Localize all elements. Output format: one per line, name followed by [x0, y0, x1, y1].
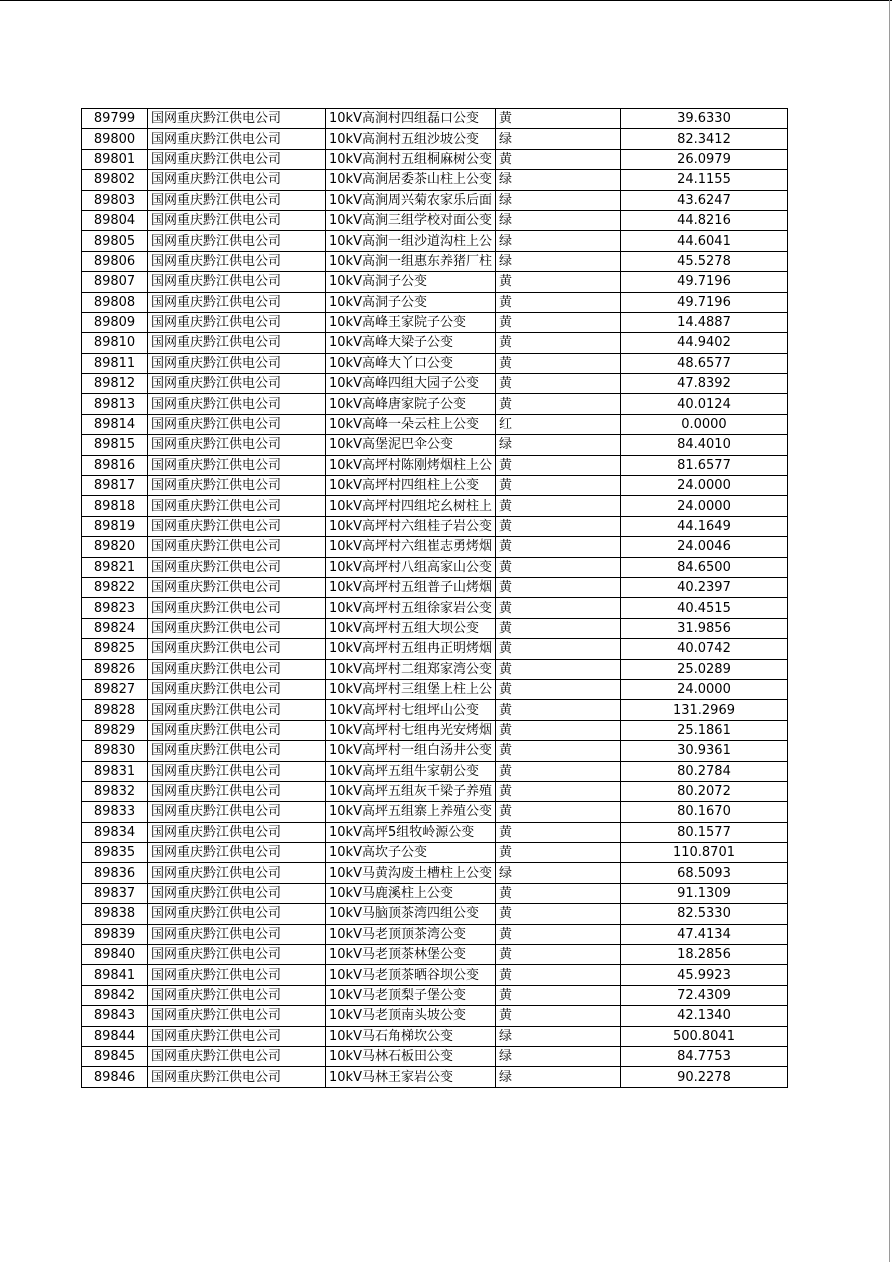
cell-id: 89829	[82, 720, 148, 740]
cell-id: 89813	[82, 394, 148, 414]
table-row	[82, 945, 788, 965]
cell-transformer-name: 10kV马石角梯坎公变	[326, 1026, 496, 1046]
cell-transformer-name: 10kV高峰四组大园子公变	[326, 374, 496, 394]
cell-value: 44.8216	[620, 210, 787, 230]
cell-transformer-name: 10kV高堡泥巴伞公变	[326, 435, 496, 455]
table-row	[82, 394, 788, 414]
cell-status-color: 黄	[495, 843, 620, 863]
cell-company: 国网重庆黔江供电公司	[148, 455, 326, 475]
cell-transformer-name: 10kV高坪村四组柱上公变	[326, 476, 496, 496]
cell-id: 89828	[82, 700, 148, 720]
cell-transformer-name: 10kV高坪村五组徐家岩公变	[326, 598, 496, 618]
cell-status-color: 黄	[495, 904, 620, 924]
data-table	[81, 108, 788, 1088]
cell-value: 500.8041	[620, 1026, 787, 1046]
cell-id: 89818	[82, 496, 148, 516]
cell-value: 25.1861	[620, 720, 787, 740]
cell-transformer-name: 10kV高峰王家院子公变	[326, 312, 496, 332]
cell-value: 30.9361	[620, 741, 787, 761]
cell-company: 国网重庆黔江供电公司	[148, 190, 326, 210]
cell-value: 45.9923	[620, 965, 787, 985]
table-row	[82, 129, 788, 149]
cell-id: 89809	[82, 312, 148, 332]
cell-status-color: 黄	[495, 353, 620, 373]
cell-transformer-name: 10kV马老顶茶林堡公变	[326, 945, 496, 965]
cell-transformer-name: 10kV高坪村五组大坝公变	[326, 618, 496, 638]
cell-status-color: 黄	[495, 741, 620, 761]
cell-company: 国网重庆黔江供电公司	[148, 516, 326, 536]
cell-company: 国网重庆黔江供电公司	[148, 843, 326, 863]
cell-transformer-name: 10kV高涧村五组桐麻树公变	[326, 149, 496, 169]
table-row	[82, 781, 788, 801]
cell-transformer-name: 10kV马黄沟废土槽柱上公变	[326, 863, 496, 883]
cell-value: 84.7753	[620, 1046, 787, 1066]
cell-status-color: 黄	[495, 476, 620, 496]
cell-company: 国网重庆黔江供电公司	[148, 496, 326, 516]
cell-transformer-name: 10kV高坪村五组普子山烤烟	[326, 577, 496, 597]
cell-status-color: 黄	[495, 577, 620, 597]
cell-value: 131.2969	[620, 700, 787, 720]
table-row	[82, 883, 788, 903]
cell-company: 国网重庆黔江供电公司	[148, 394, 326, 414]
cell-id: 89811	[82, 353, 148, 373]
cell-transformer-name: 10kV高峰唐家院子公变	[326, 394, 496, 414]
cell-id: 89802	[82, 170, 148, 190]
cell-company: 国网重庆黔江供电公司	[148, 414, 326, 434]
cell-value: 81.6577	[620, 455, 787, 475]
table-row	[82, 720, 788, 740]
cell-value: 45.5278	[620, 251, 787, 271]
cell-status-color: 黄	[495, 985, 620, 1005]
table-row	[82, 761, 788, 781]
cell-status-color: 黄	[495, 822, 620, 842]
cell-transformer-name: 10kV马老顶梨子堡公变	[326, 985, 496, 1005]
cell-id: 89846	[82, 1067, 148, 1087]
cell-status-color: 绿	[495, 1046, 620, 1066]
cell-id: 89842	[82, 985, 148, 1005]
cell-value: 80.1577	[620, 822, 787, 842]
cell-id: 89843	[82, 1006, 148, 1026]
cell-transformer-name: 10kV高坪村三组堡上柱上公	[326, 679, 496, 699]
cell-id: 89825	[82, 639, 148, 659]
cell-id: 89806	[82, 251, 148, 271]
table-row	[82, 802, 788, 822]
table-row	[82, 863, 788, 883]
cell-id: 89816	[82, 455, 148, 475]
cell-transformer-name: 10kV高涧村四组磊口公变	[326, 109, 496, 129]
cell-value: 24.0000	[620, 476, 787, 496]
cell-company: 国网重庆黔江供电公司	[148, 700, 326, 720]
cell-company: 国网重庆黔江供电公司	[148, 741, 326, 761]
cell-value: 49.7196	[620, 292, 787, 312]
cell-transformer-name: 10kV高坪村八组高家山公变	[326, 557, 496, 577]
table-row	[82, 904, 788, 924]
cell-value: 40.2397	[620, 577, 787, 597]
cell-id: 89826	[82, 659, 148, 679]
table-row	[82, 210, 788, 230]
cell-transformer-name: 10kV高坪村一组白汤井公变	[326, 741, 496, 761]
cell-company: 国网重庆黔江供电公司	[148, 863, 326, 883]
cell-status-color: 黄	[495, 333, 620, 353]
cell-company: 国网重庆黔江供电公司	[148, 170, 326, 190]
table-row	[82, 1026, 788, 1046]
cell-id: 89808	[82, 292, 148, 312]
table-row	[82, 843, 788, 863]
table-row	[82, 577, 788, 597]
cell-company: 国网重庆黔江供电公司	[148, 1067, 326, 1087]
table-row	[82, 924, 788, 944]
cell-value: 47.8392	[620, 374, 787, 394]
cell-value: 80.2784	[620, 761, 787, 781]
table-row	[82, 618, 788, 638]
table-row	[82, 272, 788, 292]
cell-value: 44.6041	[620, 231, 787, 251]
cell-status-color: 黄	[495, 516, 620, 536]
cell-id: 89834	[82, 822, 148, 842]
cell-transformer-name: 10kV高坪村五组冉正明烤烟	[326, 639, 496, 659]
table-row	[82, 965, 788, 985]
cell-transformer-name: 10kV高涧三组学校对面公变	[326, 210, 496, 230]
cell-value: 82.5330	[620, 904, 787, 924]
cell-company: 国网重庆黔江供电公司	[148, 639, 326, 659]
cell-transformer-name: 10kV高坪村四组坨幺树柱上	[326, 496, 496, 516]
cell-transformer-name: 10kV高坪五组寨上养殖公变	[326, 802, 496, 822]
cell-company: 国网重庆黔江供电公司	[148, 761, 326, 781]
cell-transformer-name: 10kV高坪村六组崔志勇烤烟	[326, 537, 496, 557]
cell-company: 国网重庆黔江供电公司	[148, 679, 326, 699]
cell-status-color: 黄	[495, 455, 620, 475]
cell-value: 40.0742	[620, 639, 787, 659]
cell-id: 89807	[82, 272, 148, 292]
cell-id: 89823	[82, 598, 148, 618]
table-row	[82, 170, 788, 190]
cell-id: 89831	[82, 761, 148, 781]
cell-id: 89839	[82, 924, 148, 944]
cell-company: 国网重庆黔江供电公司	[148, 985, 326, 1005]
table-row	[82, 435, 788, 455]
cell-value: 24.1155	[620, 170, 787, 190]
cell-status-color: 黄	[495, 292, 620, 312]
cell-status-color: 黄	[495, 761, 620, 781]
cell-transformer-name: 10kV马脑顶茶湾四组公变	[326, 904, 496, 924]
cell-company: 国网重庆黔江供电公司	[148, 557, 326, 577]
cell-status-color: 绿	[495, 210, 620, 230]
cell-status-color: 黄	[495, 394, 620, 414]
cell-transformer-name: 10kV马老顶顶茶湾公变	[326, 924, 496, 944]
table-row	[82, 455, 788, 475]
cell-transformer-name: 10kV高坪村七组坪山公变	[326, 700, 496, 720]
table-row	[82, 496, 788, 516]
cell-status-color: 黄	[495, 700, 620, 720]
cell-id: 89815	[82, 435, 148, 455]
cell-company: 国网重庆黔江供电公司	[148, 312, 326, 332]
cell-value: 68.5093	[620, 863, 787, 883]
cell-id: 89840	[82, 945, 148, 965]
cell-id: 89841	[82, 965, 148, 985]
cell-company: 国网重庆黔江供电公司	[148, 537, 326, 557]
cell-transformer-name: 10kV马鹿溪柱上公变	[326, 883, 496, 903]
cell-id: 89824	[82, 618, 148, 638]
cell-status-color: 黄	[495, 1006, 620, 1026]
cell-status-color: 绿	[495, 190, 620, 210]
cell-transformer-name: 10kV马老顶南头坡公变	[326, 1006, 496, 1026]
cell-status-color: 黄	[495, 679, 620, 699]
table-row	[82, 700, 788, 720]
cell-status-color: 黄	[495, 639, 620, 659]
cell-transformer-name: 10kV马林王家岩公变	[326, 1067, 496, 1087]
cell-company: 国网重庆黔江供电公司	[148, 1026, 326, 1046]
cell-transformer-name: 10kV高峰大丫口公变	[326, 353, 496, 373]
cell-company: 国网重庆黔江供电公司	[148, 292, 326, 312]
cell-id: 89821	[82, 557, 148, 577]
table-row	[82, 537, 788, 557]
cell-id: 89827	[82, 679, 148, 699]
cell-company: 国网重庆黔江供电公司	[148, 618, 326, 638]
cell-status-color: 黄	[495, 149, 620, 169]
cell-status-color: 黄	[495, 109, 620, 129]
cell-transformer-name: 10kV高涧村五组沙坡公变	[326, 129, 496, 149]
cell-value: 80.2072	[620, 781, 787, 801]
cell-company: 国网重庆黔江供电公司	[148, 129, 326, 149]
cell-transformer-name: 10kV高涧周兴菊农家乐后面	[326, 190, 496, 210]
cell-id: 89835	[82, 843, 148, 863]
cell-company: 国网重庆黔江供电公司	[148, 598, 326, 618]
cell-id: 89800	[82, 129, 148, 149]
cell-company: 国网重庆黔江供电公司	[148, 904, 326, 924]
table-row	[82, 231, 788, 251]
cell-company: 国网重庆黔江供电公司	[148, 435, 326, 455]
cell-company: 国网重庆黔江供电公司	[148, 231, 326, 251]
cell-id: 89820	[82, 537, 148, 557]
cell-value: 40.0124	[620, 394, 787, 414]
cell-value: 40.4515	[620, 598, 787, 618]
cell-company: 国网重庆黔江供电公司	[148, 659, 326, 679]
cell-company: 国网重庆黔江供电公司	[148, 251, 326, 271]
cell-transformer-name: 10kV高涧居委茶山柱上公变	[326, 170, 496, 190]
cell-id: 89803	[82, 190, 148, 210]
cell-value: 26.0979	[620, 149, 787, 169]
table-row	[82, 312, 788, 332]
cell-status-color: 黄	[495, 557, 620, 577]
cell-id: 89836	[82, 863, 148, 883]
cell-id: 89817	[82, 476, 148, 496]
cell-value: 24.0000	[620, 496, 787, 516]
cell-transformer-name: 10kV高坪村二组郑家湾公变	[326, 659, 496, 679]
cell-status-color: 黄	[495, 618, 620, 638]
cell-status-color: 黄	[495, 598, 620, 618]
cell-value: 24.0046	[620, 537, 787, 557]
cell-status-color: 红	[495, 414, 620, 434]
cell-value: 91.1309	[620, 883, 787, 903]
table-row	[82, 374, 788, 394]
table-row	[82, 985, 788, 1005]
cell-value: 90.2278	[620, 1067, 787, 1087]
cell-value: 0.0000	[620, 414, 787, 434]
cell-status-color: 黄	[495, 802, 620, 822]
cell-value: 82.3412	[620, 129, 787, 149]
page-right-edge	[889, 0, 890, 1262]
cell-transformer-name: 10kV高坪5组牧岭源公变	[326, 822, 496, 842]
cell-company: 国网重庆黔江供电公司	[148, 109, 326, 129]
cell-status-color: 黄	[495, 945, 620, 965]
cell-company: 国网重庆黔江供电公司	[148, 781, 326, 801]
table-row	[82, 659, 788, 679]
cell-status-color: 绿	[495, 170, 620, 190]
cell-status-color: 黄	[495, 965, 620, 985]
cell-status-color: 黄	[495, 312, 620, 332]
cell-value: 44.1649	[620, 516, 787, 536]
cell-value: 42.1340	[620, 1006, 787, 1026]
cell-company: 国网重庆黔江供电公司	[148, 149, 326, 169]
cell-transformer-name: 10kV高峰一朵云柱上公变	[326, 414, 496, 434]
table-row	[82, 353, 788, 373]
cell-id: 89838	[82, 904, 148, 924]
table-row	[82, 1046, 788, 1066]
cell-status-color: 绿	[495, 1026, 620, 1046]
cell-status-color: 绿	[495, 231, 620, 251]
cell-transformer-name: 10kV高坪五组灰千梁子养殖	[326, 781, 496, 801]
cell-value: 80.1670	[620, 802, 787, 822]
cell-value: 24.0000	[620, 679, 787, 699]
cell-transformer-name: 10kV高坪村七组冉光安烤烟	[326, 720, 496, 740]
cell-id: 89810	[82, 333, 148, 353]
cell-id: 89801	[82, 149, 148, 169]
table-row	[82, 251, 788, 271]
cell-status-color: 绿	[495, 435, 620, 455]
table-row	[82, 1067, 788, 1087]
cell-company: 国网重庆黔江供电公司	[148, 476, 326, 496]
cell-company: 国网重庆黔江供电公司	[148, 965, 326, 985]
cell-value: 49.7196	[620, 272, 787, 292]
cell-status-color: 绿	[495, 863, 620, 883]
cell-value: 25.0289	[620, 659, 787, 679]
cell-status-color: 黄	[495, 272, 620, 292]
cell-transformer-name: 10kV马林石板田公变	[326, 1046, 496, 1066]
cell-company: 国网重庆黔江供电公司	[148, 210, 326, 230]
cell-id: 89830	[82, 741, 148, 761]
cell-status-color: 黄	[495, 720, 620, 740]
cell-value: 43.6247	[620, 190, 787, 210]
cell-company: 国网重庆黔江供电公司	[148, 1046, 326, 1066]
cell-id: 89812	[82, 374, 148, 394]
cell-company: 国网重庆黔江供电公司	[148, 883, 326, 903]
cell-transformer-name: 10kV高涧一组沙道沟柱上公	[326, 231, 496, 251]
table-row	[82, 149, 788, 169]
cell-status-color: 黄	[495, 496, 620, 516]
cell-id: 89844	[82, 1026, 148, 1046]
table-row	[82, 598, 788, 618]
cell-value: 47.4134	[620, 924, 787, 944]
cell-value: 84.4010	[620, 435, 787, 455]
cell-status-color: 黄	[495, 537, 620, 557]
cell-status-color: 黄	[495, 924, 620, 944]
cell-id: 89837	[82, 883, 148, 903]
cell-id: 89822	[82, 577, 148, 597]
table-row	[82, 639, 788, 659]
page-top-border	[0, 0, 892, 1]
cell-company: 国网重庆黔江供电公司	[148, 577, 326, 597]
cell-status-color: 黄	[495, 659, 620, 679]
cell-company: 国网重庆黔江供电公司	[148, 1006, 326, 1026]
cell-transformer-name: 10kV高峰大梁子公变	[326, 333, 496, 353]
cell-status-color: 绿	[495, 1067, 620, 1087]
cell-status-color: 黄	[495, 374, 620, 394]
cell-value: 31.9856	[620, 618, 787, 638]
cell-transformer-name: 10kV高坪村陈刚烤烟柱上公	[326, 455, 496, 475]
cell-id: 89833	[82, 802, 148, 822]
cell-id: 89819	[82, 516, 148, 536]
cell-value: 48.6577	[620, 353, 787, 373]
cell-transformer-name: 10kV高坎子公变	[326, 843, 496, 863]
cell-company: 国网重庆黔江供电公司	[148, 945, 326, 965]
table-row	[82, 414, 788, 434]
cell-company: 国网重庆黔江供电公司	[148, 720, 326, 740]
cell-id: 89845	[82, 1046, 148, 1066]
cell-transformer-name: 10kV高洞子公变	[326, 272, 496, 292]
cell-id: 89804	[82, 210, 148, 230]
cell-transformer-name: 10kV高洞子公变	[326, 292, 496, 312]
table-row	[82, 741, 788, 761]
cell-company: 国网重庆黔江供电公司	[148, 353, 326, 373]
cell-company: 国网重庆黔江供电公司	[148, 272, 326, 292]
table-row	[82, 109, 788, 129]
cell-company: 国网重庆黔江供电公司	[148, 802, 326, 822]
table-row	[82, 333, 788, 353]
table-row	[82, 190, 788, 210]
cell-value: 84.6500	[620, 557, 787, 577]
cell-transformer-name: 10kV马老顶茶晒谷坝公变	[326, 965, 496, 985]
table-row	[82, 679, 788, 699]
cell-status-color: 绿	[495, 129, 620, 149]
cell-value: 72.4309	[620, 985, 787, 1005]
cell-company: 国网重庆黔江供电公司	[148, 333, 326, 353]
cell-transformer-name: 10kV高坪村六组桂子岩公变	[326, 516, 496, 536]
cell-company: 国网重庆黔江供电公司	[148, 374, 326, 394]
table-row	[82, 557, 788, 577]
cell-id: 89805	[82, 231, 148, 251]
cell-transformer-name: 10kV高涧一组惠东养猪厂柱	[326, 251, 496, 271]
cell-value: 14.4887	[620, 312, 787, 332]
cell-id: 89799	[82, 109, 148, 129]
cell-company: 国网重庆黔江供电公司	[148, 822, 326, 842]
table-row	[82, 292, 788, 312]
cell-status-color: 黄	[495, 781, 620, 801]
cell-value: 39.6330	[620, 109, 787, 129]
cell-company: 国网重庆黔江供电公司	[148, 924, 326, 944]
cell-value: 44.9402	[620, 333, 787, 353]
table-row	[82, 822, 788, 842]
cell-status-color: 绿	[495, 251, 620, 271]
cell-id: 89814	[82, 414, 148, 434]
table-row	[82, 516, 788, 536]
table-row	[82, 476, 788, 496]
cell-value: 18.2856	[620, 945, 787, 965]
table-row	[82, 1006, 788, 1026]
cell-transformer-name: 10kV高坪五组牛家朝公变	[326, 761, 496, 781]
cell-value: 110.8701	[620, 843, 787, 863]
cell-status-color: 黄	[495, 883, 620, 903]
table-body	[82, 109, 788, 1088]
cell-id: 89832	[82, 781, 148, 801]
